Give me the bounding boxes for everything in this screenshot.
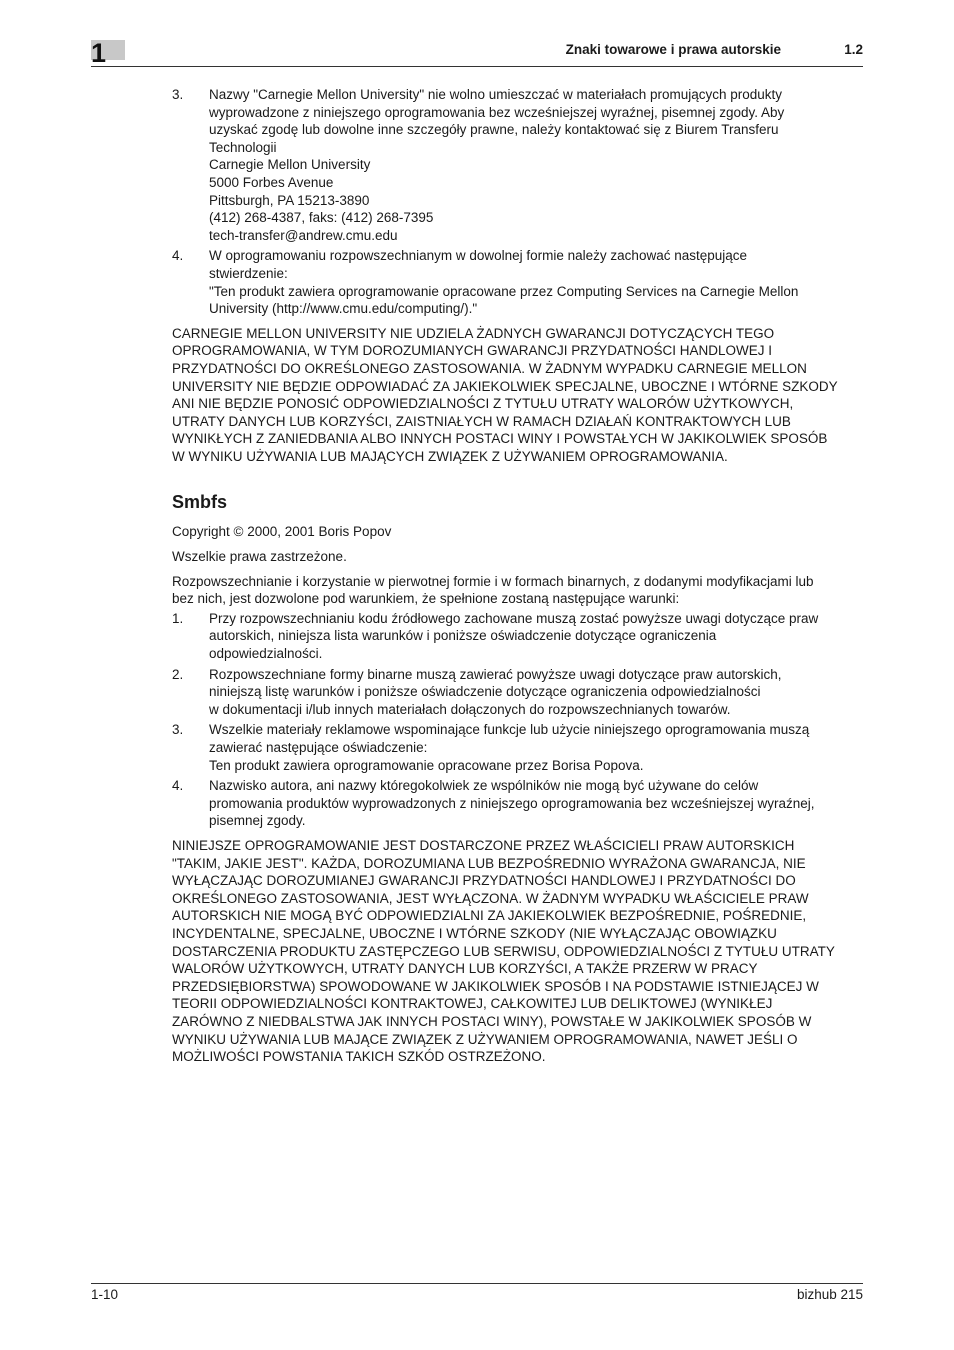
running-header-section: 1.2 [844, 42, 863, 57]
list-item-number: 4. [172, 778, 184, 794]
list-item [172, 666, 862, 719]
disclaimer-line: MOŻLIWOŚCI POWSTANIA TAKICH SZKÓD OSTRZEŻONO. [172, 1049, 546, 1065]
running-header-title: Znaki towarowe i prawa autorskie [565, 42, 781, 57]
disclaimer-line: "TAKIM, JAKIE JEST". KAŻDA, DOROZUMIANA LUB BEZPOŚREDNIO WYRAŻONA GWARANCJA, NIE [172, 855, 806, 871]
phone-line: (412) 268-4387, faks: (412) 268-7395 [209, 210, 434, 226]
disclaimer-line: INCYDENTALNE, SPECJALNE, UBOCZNE I WTÓRNE SZKODY (NIE WYŁĄCZAJĄC OBOWIĄZKU [172, 925, 777, 941]
disclaimer-line: W WYNIKU UŻYWANIA LUB MAJĄCYCH ZWIĄZEK Z UŻYWANIEM OPROGRAMOWANIA. [172, 448, 728, 464]
list-item-number: 1. [172, 610, 184, 626]
address-line: Carnegie Mellon University [209, 157, 371, 173]
list-item-number: 4. [172, 248, 184, 264]
email-line: tech-transfer@andrew.cmu.edu [209, 227, 398, 243]
product-name: bizhub 215 [796, 1287, 863, 1302]
list-item-line: w dokumentacji i/lub innych materiałach dołączonych do rozpowszechnianych towarów. [209, 701, 731, 717]
list-item-line: niniejszą listę warunków i poniższe oświadczenie dotyczące ograniczenia odpowiedzialności [209, 684, 761, 700]
list-item-line: W oprogramowaniu rozpowszechnianym w dowolnej formie należy zachować następujące [209, 248, 748, 264]
disclaimer-line: WALORÓW UŻYTKOWYCH, UTRATY DANYCH LUB KORZYŚCI, A TAKŻE PRZERW W PRACY [172, 961, 758, 977]
footer-divider [91, 1283, 863, 1284]
smbfs-disclaimer [172, 837, 862, 1066]
disclaimer-line: ANI NIE BĘDZIE PONOSIĆ ODPOWIEDZIALNOŚCI Z TYTUŁU UTRATY WALORÓW UŻYTKOWYCH, [172, 396, 794, 412]
rights-reserved-line: Wszelkie prawa zastrzeżone. [172, 549, 347, 565]
disclaimer-line: PRZEDSIĘBIORSTWA) SPOWODOWANE W JAKIKOLWIEK SPOSÓB I NA PODSTAWIE ISTNIEJĄCEJ W [172, 978, 819, 994]
list-item-line: uzyskać zgodę lub dowolne inne szczegóły prawne, należy kontaktować się z Biurem Transferu [209, 122, 779, 138]
list-item-line: Ten produkt zawiera oprogramowanie opracowane przez Borisa Popova. [209, 757, 644, 773]
list-item [172, 86, 862, 244]
section-heading-smbfs: Smbfs [172, 492, 228, 513]
intro-line: Rozpowszechnianie i korzystanie w pierwotnej formie i w formach binarnych, z dodanymi modyfikacjami lub [172, 573, 814, 589]
disclaimer-line: UNIVERSITY NIE BĘDZIE ODPOWIADAĆ ZA JAKIEKOLWIEK SPECJALNE, UBOCZNE I WTÓRNE SZKODY [172, 378, 838, 394]
cmu-disclaimer [172, 325, 862, 466]
disclaimer-line: WYŁĄCZAJĄC DOROZUMIANEJ GWARANCJI PRZYDATNOŚCI HANDLOWEJ I PRZYDATNOŚCI DO [172, 873, 796, 889]
page-content [172, 86, 862, 1073]
disclaimer-line: OPROGRAMOWANIA, W TYM DOROZUMIANYCH GWARANCJI PRZYDATNOŚCI HANDLOWEJ I [172, 343, 773, 359]
list-item [172, 247, 862, 317]
list-item-line: promowania produktów wyprowadzonych z niniejszego oprogramowania bez wcześniejszej wyraźnej, [209, 795, 815, 811]
list-item-number: 3. [172, 87, 184, 102]
disclaimer-line: OKREŚLONEGO ZASTOSOWANIA, JEST WYŁĄCZONA. W ŻADNYM WYPADKU WŁAŚCICIELE PRAW [172, 890, 809, 906]
address-line: 5000 Forbes Avenue [209, 174, 334, 190]
address-line: Pittsburgh, PA 15213-3890 [209, 192, 370, 208]
list-item-line: pisemnej zgody. [209, 813, 306, 829]
disclaimer-line: NINIEJSZE OPROGRAMOWANIE JEST DOSTARCZONE PRZEZ WŁAŚCICIELI PRAW AUTORSKICH [172, 837, 795, 853]
cmu-conditions-list [172, 86, 862, 318]
list-item-line: Rozpowszechniane formy binarne muszą zawierać powyższe uwagi dotyczące praw autorskich, [209, 666, 782, 682]
list-item-line: stwierdzenie: [209, 265, 288, 281]
list-item-line: autorskich, niniejsza lista warunków i poniższe oświadczenie dotyczące ograniczenia [209, 628, 717, 644]
list-item-line: University (http://www.cmu.edu/computing/)." [209, 301, 478, 317]
list-item-line: zawierać następujące oświadczenie: [209, 740, 428, 755]
list-item-line: Nazwy "Carnegie Mellon University" nie wolno umieszczać w materiałach promujących produkty [209, 87, 783, 102]
list-item [172, 777, 862, 830]
disclaimer-line: WYNIKŁYCH Z ZANIEDBANIA ALBO INNYCH POSTACI WINY I POWSTAŁYCH W JAKIKOLWIEK SPOSÓB [172, 431, 828, 447]
disclaimer-line: PRZYDATNOŚCI DO OKREŚLONEGO ZASTOSOWANIA. W ŻADNYM WYPADKU CARNEGIE MELLON [172, 360, 807, 376]
disclaimer-line: UTRATY DANYCH LUB KORZYŚCI, ZAISTNIAŁYCH W RAMACH DZIAŁAŃ KONTRAKTOWYCH LUB [172, 413, 791, 429]
list-item-line: wyprowadzone z niniejszego oprogramowania bez wcześniejszej wyraźnej, pisemnej zgody. Aby [209, 104, 785, 120]
list-item [172, 721, 862, 774]
disclaimer-line: AUTORSKICH NIE MOGĄ BYĆ ODPOWIEDZIALNI ZA JAKIEKOLWIEK BEZPOŚREDNIE, POŚREDNIE, [172, 908, 807, 924]
header-divider [91, 66, 863, 67]
disclaimer-line: ZARÓWNO Z NIEDBALSTWA JAK INNYCH POSTACI WINY), POWSTAŁE W JAKIKOLWIEK SPOSÓB W [172, 1013, 812, 1029]
disclaimer-line: CARNEGIE MELLON UNIVERSITY NIE UDZIELA ŻADNYCH GWARANCJI DOTYCZĄCYCH TEGO [172, 325, 775, 341]
list-item-number: 2. [172, 666, 184, 682]
smbfs-intro [172, 573, 862, 608]
list-item-line: "Ten produkt zawiera oprogramowanie opracowane przez Computing Services na Carnegie Mellon [209, 283, 799, 299]
list-item-line: Przy rozpowszechnianiu kodu źródłowego zachowane muszą zostać powyższe uwagi dotyczące praw [209, 610, 819, 626]
chapter-number: 1 [91, 38, 107, 68]
disclaimer-line: WYNIKU UŻYWANIA LUB MAJĄCE ZWIĄZEK Z UŻYWANIEM OPROGRAMOWANIA, NAWET JEŚLI O [172, 1031, 798, 1047]
list-item [172, 610, 862, 663]
disclaimer-line: DOSTARCZENIA PRODUKTU ZASTĘPCZEGO LUB SERWISU, ODPOWIEDZIALNOŚCI Z TYTUŁU UTRATY [172, 943, 835, 959]
list-item-line: Nazwisko autora, ani nazwy któregokolwiek ze wspólników nie mogą być używane do celów [209, 778, 759, 794]
disclaimer-line: TEORII ODPOWIEDZIALNOŚCI KONTRAKTOWEJ, CAŁKOWITEJ LUB DELIKTOWEJ (WYNIKŁEJ [172, 996, 773, 1012]
copyright-line: Copyright © 2000, 2001 Boris Popov [172, 524, 392, 540]
list-item-number: 3. [172, 722, 184, 738]
list-item-line: Technologii [209, 139, 277, 155]
intro-line: bez nich, jest dozwolone pod warunkiem, że spełnione zostaną następujące warunki: [172, 591, 680, 607]
list-item-line: odpowiedzialności. [209, 646, 323, 662]
smbfs-conditions-list [172, 610, 862, 830]
list-item-line: Wszelkie materiały reklamowe wspominające funkcje lub użycie niniejszego oprogramowania muszą [209, 722, 810, 738]
page-number: 1-10 [91, 1287, 119, 1302]
